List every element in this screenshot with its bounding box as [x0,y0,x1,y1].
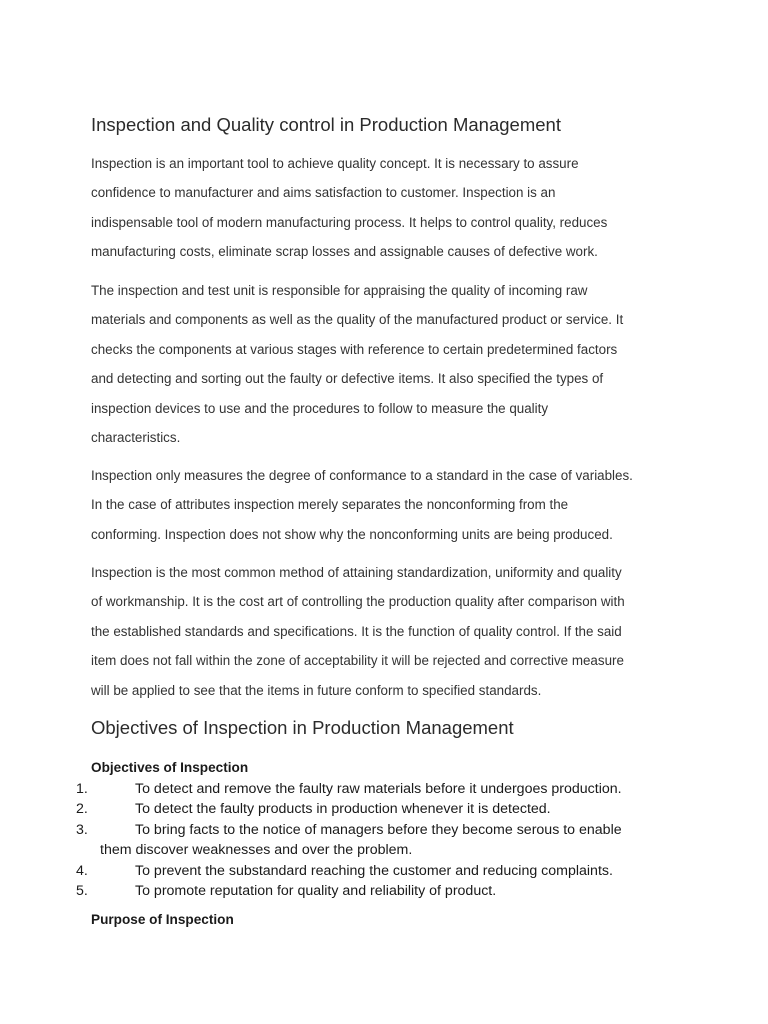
objectives-list [76,779,696,901]
objectives-subheading: Objectives of Inspection [91,760,249,775]
list-text: To detect and remove the faulty raw materials before it undergoes production. [135,781,622,797]
paragraph-line: will be applied to see that the items in future conform to specified standards. [91,682,542,698]
list-number: 2. [76,801,88,818]
list-number: 4. [76,862,88,879]
paragraph-line: and detecting and sorting out the faulty or defective items. It also specified the types of [91,371,604,387]
list-item [76,779,696,799]
paragraph-line: characteristics. [91,429,181,445]
paragraph-line: Inspection is the most common method of attaining standardization, uniformity and quality [91,565,622,580]
paragraph-line: Inspection only measures the degree of conformance to a standard in the case of variables. [91,468,633,483]
list-text: To prevent the substandard reaching the customer and reducing complaints. [135,862,613,879]
section-heading: Objectives of Inspection in Production Management [91,717,514,738]
list-number: 3. [76,821,88,838]
paragraph-line: indispensable tool of modern manufacturing process. It helps to control quality, reduces [91,214,608,230]
paragraph-2 [91,276,691,452]
paragraph-line: the established standards and specifications. It is the function of quality control. If the said [91,623,622,639]
paragraph-line: In the case of attributes inspection merely separates the nonconforming from the [91,497,569,513]
list-text: To bring facts to the notice of managers before they become serous to enable [135,821,622,838]
paragraph-line: materials and components as well as the quality of the manufactured product or service. It [91,312,624,328]
list-text: To detect the faulty products in production whenever it is detected. [135,801,551,818]
list-item [76,820,696,861]
list-number: 1. [76,781,88,797]
purpose-subheading: Purpose of Inspection [91,912,234,927]
paragraph-line: confidence to manufacturer and aims satisfaction to customer. Inspection is an [91,185,556,201]
paragraph-line: conforming. Inspection does not show why the nonconforming units are being produced. [91,526,613,542]
paragraph-3 [91,461,691,549]
list-item [76,881,696,901]
document-title: Inspection and Quality control in Production Management [91,114,561,135]
paragraph-line: The inspection and test unit is responsible for appraising the quality of incoming raw [91,283,588,298]
paragraph-1 [91,149,691,267]
list-item [76,799,696,819]
paragraph-line: item does not fall within the zone of acceptability it will be rejected and corrective measure [91,653,624,669]
list-text: To promote reputation for quality and reliability of product. [135,883,497,900]
paragraph-line: Inspection is an important tool to achieve quality concept. It is necessary to assure [91,156,579,171]
paragraph-line: of workmanship. It is the cost art of controlling the production quality after comparison with [91,594,625,610]
paragraph-line: inspection devices to use and the procedures to follow to measure the quality [91,400,549,416]
paragraph-line: manufacturing costs, eliminate scrap losses and assignable causes of defective work. [91,244,598,260]
paragraph-line: checks the components at various stages with reference to certain predetermined factors [91,341,618,357]
list-text-continuation: them discover weaknesses and over the problem. [100,842,413,859]
paragraph-4 [91,558,691,705]
list-item [76,861,696,881]
list-number: 5. [76,883,88,900]
